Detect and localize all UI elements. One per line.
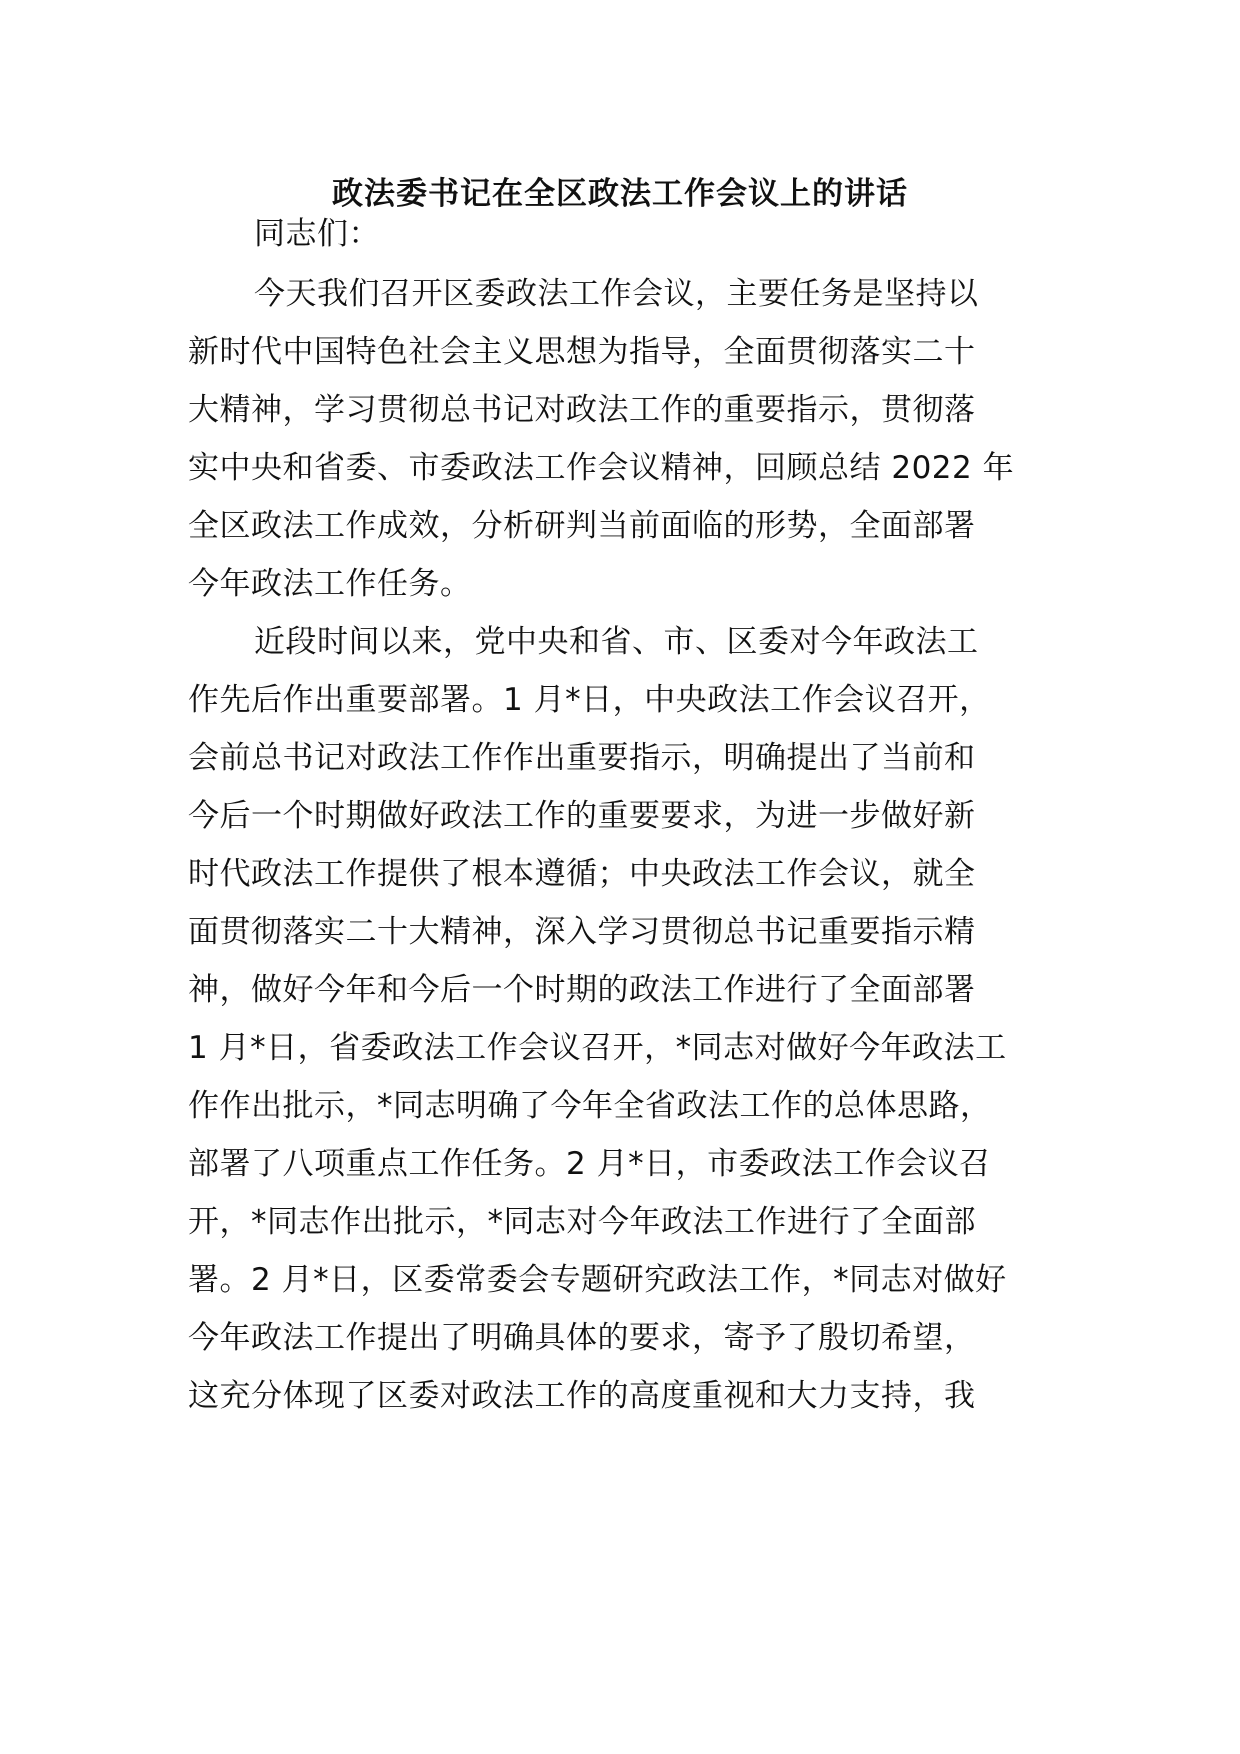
paragraph-line: 神，做好今年和今后一个时期的政法工作进行了全面部署: [188, 972, 976, 1008]
paragraph-line: 今年政法工作提出了明确具体的要求，寄予了殷切希望，: [188, 1320, 976, 1356]
paragraph-line: 会前总书记对政法工作作出重要指示，明确提出了当前和: [188, 740, 976, 776]
paragraph-line: 全区政法工作成效，分析研判当前面临的形势，全面部署: [188, 508, 976, 544]
paragraph-line: 近段时间以来，党中央和省、市、区委对今年政法工: [254, 624, 979, 660]
paragraph-line: 时代政法工作提供了根本遵循；中央政法工作会议，就全: [188, 856, 976, 892]
paragraph-line: 面贯彻落实二十大精神，深入学习贯彻总书记重要指示精: [188, 914, 976, 950]
paragraph-line: 署。2 月*日，区委常委会专题研究政法工作，*同志对做好: [188, 1262, 1007, 1298]
paragraph-line: 开，*同志作出批示，*同志对今年政法工作进行了全面部: [188, 1204, 976, 1240]
paragraph-line: 新时代中国特色社会主义思想为指导，全面贯彻落实二十: [188, 334, 976, 370]
paragraph-line: 今天我们召开区委政法工作会议，主要任务是坚持以: [254, 276, 979, 312]
paragraph-line: 作先后作出重要部署。1 月*日，中央政法工作会议召开，: [188, 682, 991, 718]
paragraph-line: 今年政法工作任务。: [188, 566, 472, 602]
paragraph-line: 部署了八项重点工作任务。2 月*日，市委政法工作会议召: [188, 1146, 991, 1182]
paragraph-line: 实中央和省委、市委政法工作会议精神，回顾总结 2022 年: [188, 450, 1015, 486]
paragraph-line: 1 月*日，省委政法工作会议召开，*同志对做好今年政法工: [188, 1030, 1007, 1066]
paragraph-line: 大精神，学习贯彻总书记对政法工作的重要指示，贯彻落: [188, 392, 976, 428]
paragraph-line: 今后一个时期做好政法工作的重要要求，为进一步做好新: [188, 798, 976, 834]
paragraph-line: 作作出批示，*同志明确了今年全省政法工作的总体思路，: [188, 1088, 992, 1124]
salutation: 同志们：: [254, 216, 380, 252]
document-title: 政法委书记在全区政法工作会议上的讲话: [332, 176, 908, 212]
paragraph-line: 这充分体现了区委对政法工作的高度重视和大力支持，我: [188, 1378, 976, 1414]
